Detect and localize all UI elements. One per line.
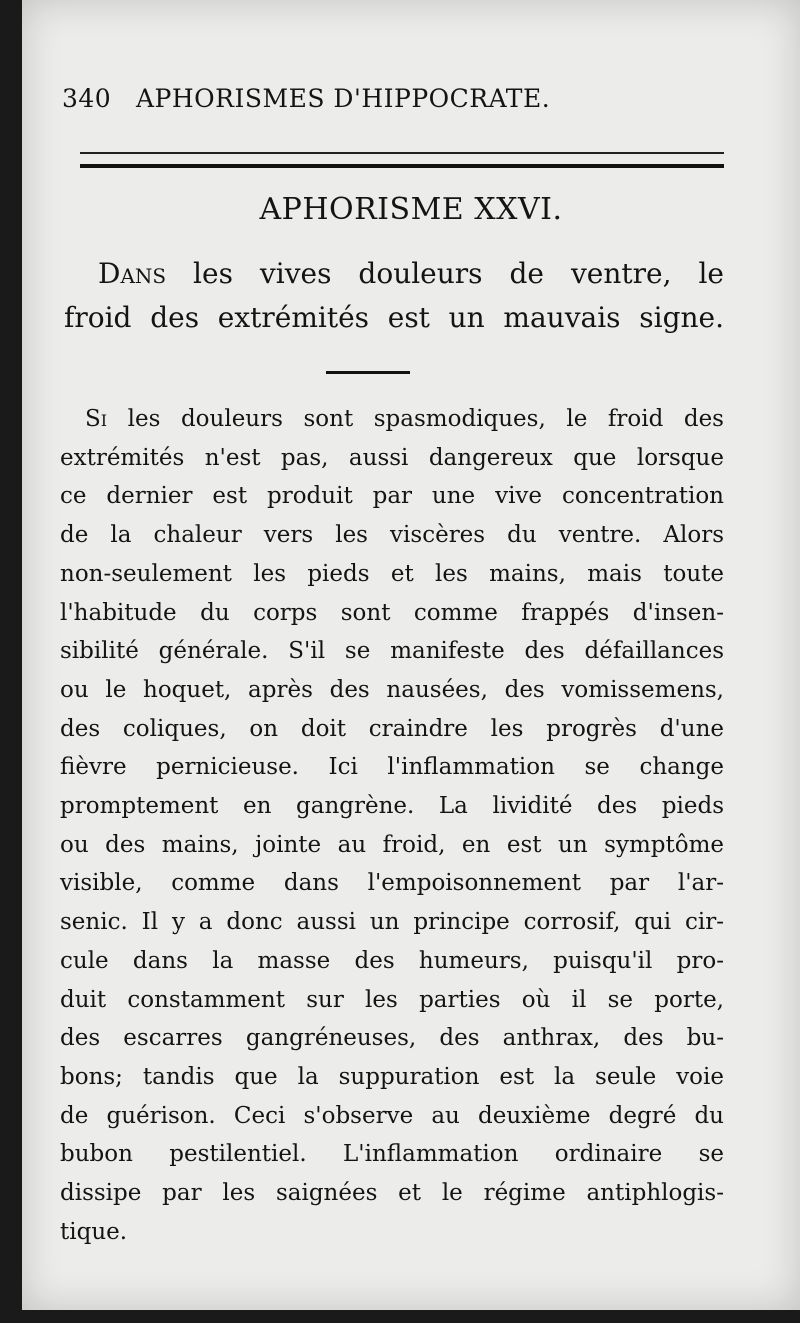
commentary-line: ou le hoquet, après des nausées, des vomissemens, [60,676,724,703]
commentary-line: l'habitude du corps sont comme frappés d'insen- [60,599,724,626]
header-rule [80,152,724,168]
commentary-line: duit constamment sur les parties où il se porte, [60,986,724,1013]
commentary-line: de guérison. Ceci s'observe au deuxième degré du [60,1102,724,1129]
commentary-line: des coliques, on doit craindre les progrès d'une [60,715,724,742]
section-divider [326,371,410,374]
commentary-line: de la chaleur vers les viscères du ventre. Alors [60,522,724,549]
book-page [22,0,800,1310]
commentary-line: bubon pestilentiel. L'inflammation ordinaire se [60,1141,724,1168]
commentary-line: bons; tandis que la suppuration est la seule voie [60,1063,724,1090]
commentary-line: des escarres gangréneuses, des anthrax, des bu- [60,1025,724,1052]
commentary-line: Si les douleurs sont spasmodiques, le froid des [85,406,724,432]
commentary-line: sibilité générale. S'il se manifeste des défaillances [60,638,724,665]
running-title: APHORISMES D'HIPPOCRATE. [136,84,551,113]
commentary-line: fièvre pernicieuse. Ici l'inflammation se change [60,754,724,781]
commentary-line: ce dernier est produit par une vive concentration [60,483,724,510]
aphorism-title: APHORISME XXVI. [259,192,563,227]
page-number: 340 [62,84,112,113]
running-header [62,84,662,113]
commentary-line: extrémités n'est pas, aussi dangereux que lorsque [60,444,724,471]
drop-word: Si [85,406,108,432]
drop-word: Dans [98,257,167,290]
commentary-line: ou des mains, jointe au froid, en est un symptôme [60,831,724,858]
commentary-line: non-seulement les pieds et les mains, mais toute [60,560,724,587]
commentary-text [60,400,724,1251]
aphorism-line: froid des extrémités est un mauvais signe. [64,301,724,334]
commentary-line: cule dans la masse des humeurs, puisqu'il pro- [60,947,724,974]
commentary-line: senic. Il y a donc aussi un principe corrosif, qui cir- [60,909,724,936]
commentary-line: visible, comme dans l'empoisonnement par l'ar- [60,870,724,897]
commentary-line: tique. [60,1218,128,1245]
aphorism-line: Dans les vives douleurs de ventre, le [98,257,724,290]
aphorism-text [64,252,724,340]
commentary-line: promptement en gangrène. La lividité des pieds [60,793,724,820]
commentary-line: dissipe par les saignées et le régime antiphlogis- [60,1180,724,1207]
